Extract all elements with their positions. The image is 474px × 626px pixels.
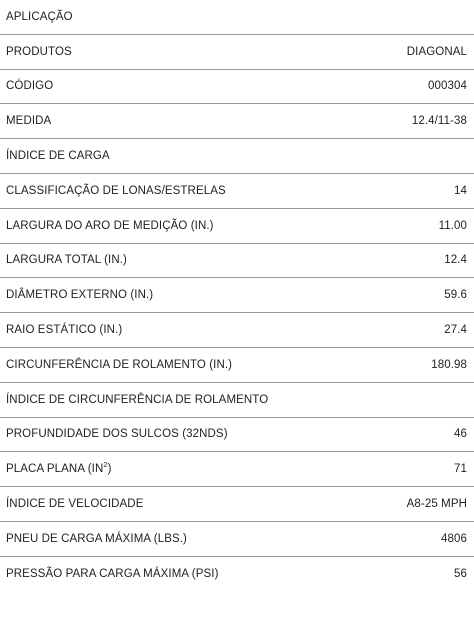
spec-row-produtos	[0, 35, 474, 70]
spec-value: 59.6	[444, 289, 467, 302]
spec-label: LARGURA TOTAL (IN.)	[6, 254, 127, 267]
spec-label: RAIO ESTÁTICO (IN.)	[6, 324, 123, 337]
spec-row-largura-aro	[0, 209, 474, 244]
spec-row-carga-maxima	[0, 522, 474, 557]
spec-value: 180.98	[431, 358, 467, 371]
spec-label-superscript: 2	[103, 460, 108, 470]
spec-label: LARGURA DO ARO DE MEDIÇÃO (IN.)	[6, 219, 214, 232]
spec-row-indice-circunferencia	[0, 383, 474, 418]
spec-label: CLASSIFICAÇÃO DE LONAS/ESTRELAS	[6, 184, 226, 197]
spec-label: PRESSÃO PARA CARGA MÁXIMA (PSI)	[6, 568, 219, 581]
spec-row-classificacao-lonas	[0, 174, 474, 209]
spec-row-profundidade-sulcos	[0, 418, 474, 453]
spec-value: 14	[454, 184, 467, 197]
spec-row-aplicacao	[0, 0, 474, 35]
spec-row-diametro-externo	[0, 278, 474, 313]
spec-value: 27.4	[444, 324, 467, 337]
spec-value: 46	[454, 428, 467, 441]
spec-value: DIAGONAL	[406, 45, 467, 58]
spec-label: MEDIDA	[6, 115, 52, 128]
spec-label: DIÂMETRO EXTERNO (IN.)	[6, 289, 154, 302]
spec-label: ÍNDICE DE CARGA	[6, 150, 110, 163]
spec-row-raio-estatico	[0, 313, 474, 348]
spec-label-text: PLACA PLANA (IN	[6, 463, 104, 476]
spec-label: CÓDIGO	[6, 80, 54, 93]
spec-label: ÍNDICE DE VELOCIDADE	[6, 498, 144, 511]
spec-value: 71	[454, 463, 467, 476]
spec-value: 000304	[428, 80, 467, 93]
spec-label: PRODUTOS	[6, 45, 72, 58]
spec-value: 11.00	[438, 219, 467, 232]
spec-label: ÍNDICE DE CIRCUNFERÊNCIA DE ROLAMENTO	[6, 393, 269, 406]
spec-row-indice-velocidade	[0, 487, 474, 522]
spec-value: 56	[454, 568, 467, 581]
spec-row-indice-de-carga	[0, 139, 474, 174]
spec-row-largura-total	[0, 244, 474, 279]
spec-row-medida	[0, 104, 474, 139]
spec-value: 12.4/11-38	[411, 115, 467, 128]
spec-label	[6, 460, 112, 476]
spec-value: 4806	[441, 532, 467, 545]
spec-label: PNEU DE CARGA MÁXIMA (LBS.)	[6, 532, 187, 545]
spec-row-placa-plana	[0, 452, 474, 487]
spec-row-circunferencia-rolamento	[0, 348, 474, 383]
spec-row-codigo	[0, 70, 474, 105]
spec-row-pressao-carga-maxima	[0, 557, 474, 592]
spec-label: APLICAÇÃO	[6, 10, 73, 23]
spec-value: A8-25 MPH	[406, 498, 467, 511]
spec-label-suffix: )	[107, 463, 112, 476]
spec-label: CIRCUNFERÊNCIA DE ROLAMENTO (IN.)	[6, 358, 233, 371]
spec-label: PROFUNDIDADE DOS SULCOS (32NDS)	[6, 428, 228, 441]
spec-value: 12.4	[444, 254, 467, 267]
